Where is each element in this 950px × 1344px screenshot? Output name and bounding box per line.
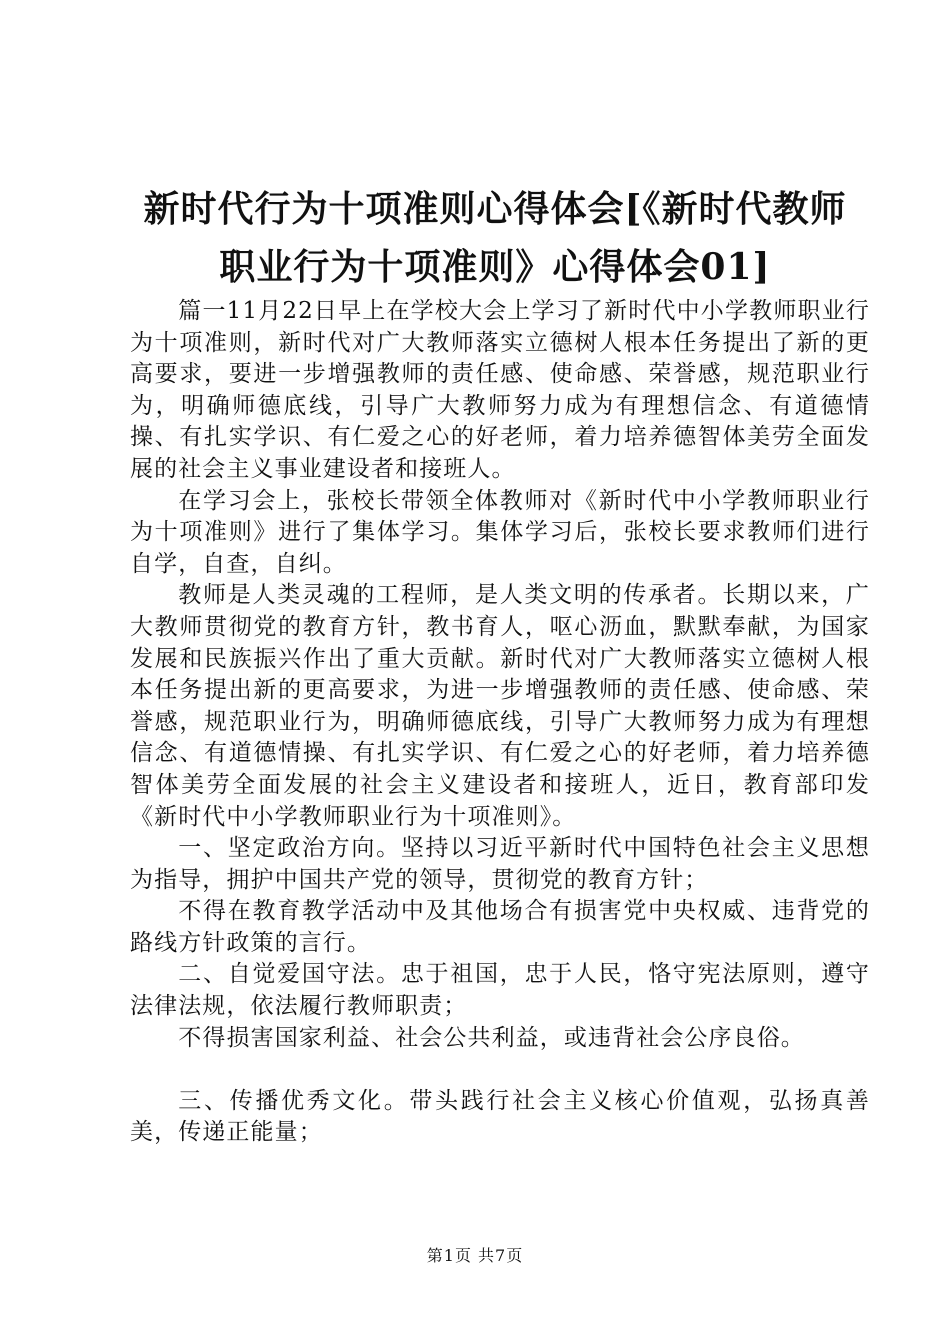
document-title bbox=[100, 180, 890, 296]
paragraph-7: 不得损害国家利益、社会公共利益，或违背社会公序良俗。 bbox=[178, 1024, 805, 1051]
paragraph-6: 二、自觉爱国守法。忠于祖国，忠于人民，恪守宪法原则，遵守法律法规，依法履行教师职责； bbox=[130, 961, 870, 1020]
page-footer: 第1页 共7页 bbox=[426, 1246, 524, 1265]
paragraph-1: 篇一11月22日早上在学校大会上学习了新时代中小学教师职业行为十项准则，新时代对广大教师落实立德树人根本任务提出了新的更高要求，要进一步增强教师的责任感、使命感、荣誉感，规范职业行为，明确师德底线，引导广大教师努力成为有理想信念、有道德情操、有扎实学识、有仁爱之心的好老师，着力培养德智体美劳全面发展的社会主义事业建设者和接班人。 bbox=[130, 298, 870, 482]
paragraph-4: 一、坚定政治方向。坚持以习近平新时代中国特色社会主义思想为指导，拥护中国共产党的领导，贯彻党的教育方针； bbox=[130, 835, 870, 893]
paragraph-3: 教师是人类灵魂的工程师，是人类文明的传承者。长期以来，广大教师贯彻党的教育方针，教书育人，呕心沥血，默默奉献，为国家发展和民族振兴作出了重大贡献。新时代对广大教师落实立德树人根本任务提出新的更高要求，为进一步增强教师的责任感、使命感、荣誉感，规范职业行为，明确师德底线，引导广大教师努力成为有理想信念、有道德情操、有扎实学识、有仁爱之心的好老师，着力培养德智体美劳全面发展的社会主义建设者和接班人，近日，教育部印发《新时代中小学教师职业行为十项准则》。 bbox=[130, 582, 870, 830]
paragraph-8: 三、传播优秀文化。带头践行社会主义核心价值观，弘扬真善美，传递正能量； bbox=[130, 1087, 870, 1146]
title-line-1: 新时代行为十项准则心得体会[《新时代教师 bbox=[143, 188, 847, 230]
title-line-2: 职业行为十项准则》心得体会01] bbox=[219, 246, 771, 288]
paragraph-5: 不得在教育教学活动中及其他场合有损害党中央权威、违背党的路线方针政策的言行。 bbox=[130, 898, 870, 956]
paragraph-2: 在学习会上，张校长带领全体教师对《新时代中小学教师职业行为十项准则》进行了集体学习。集体学习后，张校长要求教师们进行自学，自查，自纠。 bbox=[130, 487, 870, 577]
document-body bbox=[130, 296, 870, 1149]
